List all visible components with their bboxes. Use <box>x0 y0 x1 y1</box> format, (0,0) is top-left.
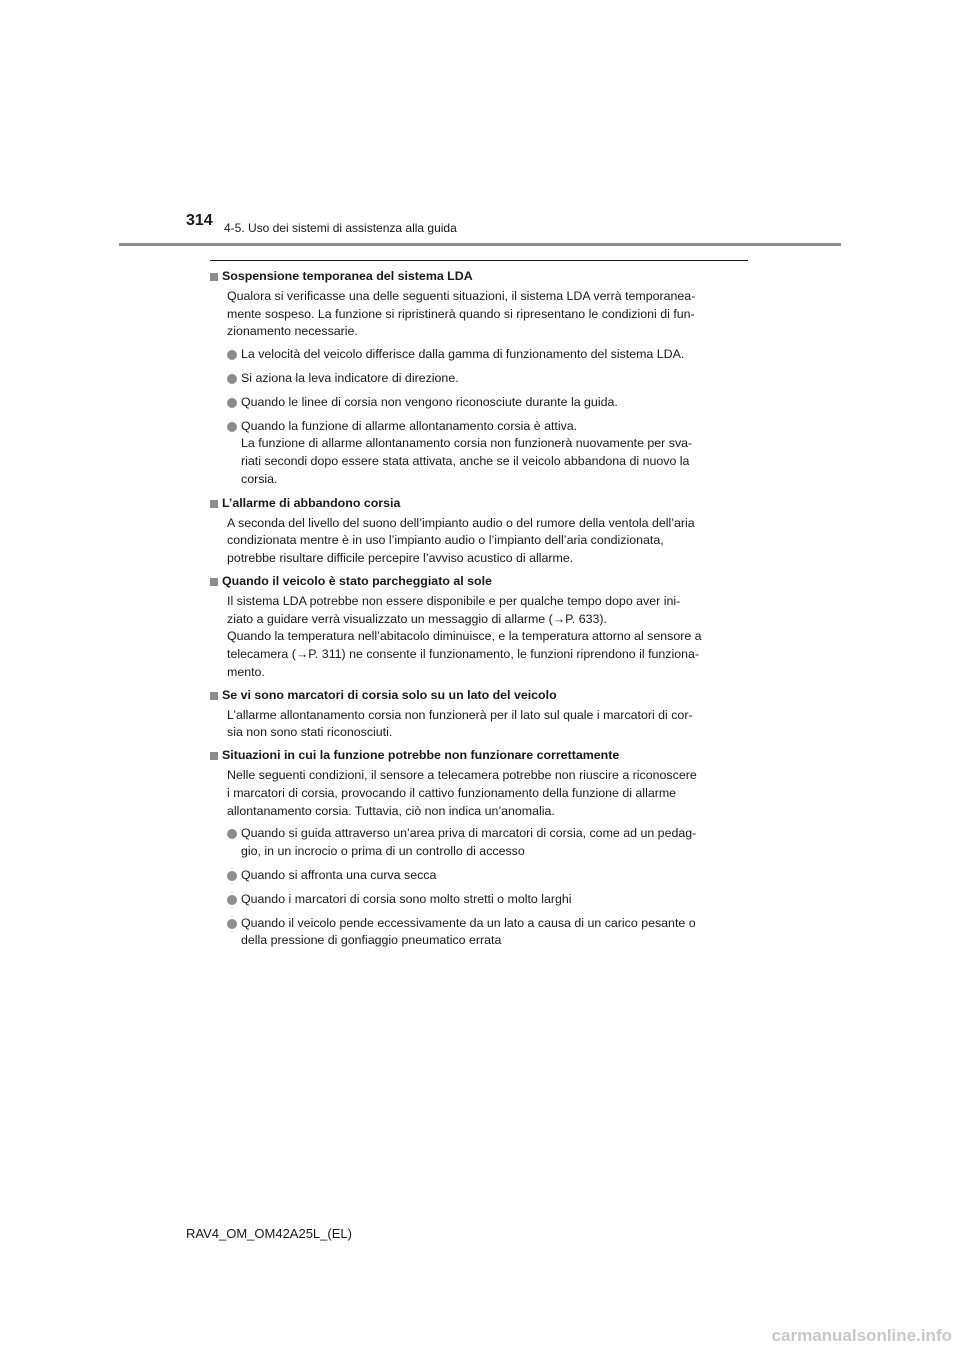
section-heading <box>210 687 748 705</box>
section-paragraph: A seconda del livello del suono dell’impianto audio o del rumore della ventola dell’aria condizionata mentre è in uso l’impianto audio o l’impianto dell’aria condizionata, potrebbe risultare difficile percepire l’avviso acustico di allarme. <box>227 515 695 566</box>
square-bullet-icon <box>210 692 218 700</box>
list-item-text: Quando i marcatori di corsia sono molto stretti o molto larghi <box>241 891 572 906</box>
section-title: Sospensione temporanea del sistema LDA <box>222 269 473 283</box>
list-item-text: Si aziona la leva indicatore di direzione. <box>241 370 459 385</box>
list-item <box>227 825 748 861</box>
document-code: RAV4_OM_OM42A25L_(EL) <box>186 1226 352 1241</box>
section-title: L’allarme di abbandono corsia <box>222 495 401 510</box>
list-item-text: Quando la funzione di allarme allontanamento corsia è attiva. La funzione di allarme allontanamento corsia non funzionerà nuovamente per sva- riati secondi dopo essere stata attivata, anche se il veicolo abbandona di nuovo la corsia. <box>241 418 693 486</box>
square-bullet-icon <box>210 752 218 760</box>
chapter-title: 4-5. Uso dei sistemi di assistenza alla guida <box>224 221 457 235</box>
watermark: carmanualsonline.info <box>771 1326 952 1345</box>
round-bullet-icon <box>227 829 237 839</box>
list-item <box>227 891 748 909</box>
page-number: 314 <box>186 212 213 229</box>
section-heading <box>210 495 748 513</box>
list-item <box>227 418 748 489</box>
section-paragraph: Qualora si verificasse una delle seguenti situazioni, il sistema LDA verrà temporanea- mente sospeso. La funzione si ripristinerà quando si ripresentano le condizioni di fun- zionamento necessarie. <box>227 288 696 339</box>
list-item <box>227 370 748 388</box>
list-item <box>227 394 748 412</box>
list-item <box>227 915 748 951</box>
section-title: Se vi sono marcatori di corsia solo su un lato del veicolo <box>222 687 557 702</box>
section-one-side-markers <box>210 687 748 742</box>
section-malfunction-situations <box>210 747 748 950</box>
section-paragraph: Nelle seguenti condizioni, il sensore a telecamera potrebbe non riuscire a riconoscere i marcatori di corsia, provocando il cattivo funzionamento della funzione di allarme allontanamento corsia. Tuttavia, ciò non indica un’anomalia. <box>227 767 697 818</box>
section-paragraph: Il sistema LDA potrebbe non essere disponibile e per qualche tempo dopo aver ini- ziato a guidare verrà visualizzato un messaggio di allarme (→P. 633). Quando la temperatura nell’abitacolo diminuisce, e la temperatura attorno al sensore a telecamera (→P. 311) ne consente il funzionamento, le funzioni riprendono il funziona- mento. <box>227 593 702 679</box>
header-rule <box>119 243 841 246</box>
round-bullet-icon <box>227 398 237 408</box>
list-item-text: Quando il veicolo pende eccessivamente da un lato a causa di un carico pesante o della pressione di gonfiaggio pneumatico errata <box>241 915 696 948</box>
square-bullet-icon <box>210 500 218 508</box>
section-heading <box>210 747 748 765</box>
section-paragraph: L’allarme allontanamento corsia non funzionerà per il lato sul quale i marcatori di cor- sia non sono stati riconosciuti. <box>227 707 693 740</box>
square-bullet-icon <box>210 273 218 281</box>
section-parked-in-sun <box>210 573 748 682</box>
section-rule <box>210 260 748 261</box>
list-item-text: Quando si affronta una curva secca <box>241 867 437 882</box>
list-item-text: La velocità del veicolo differisce dalla gamma di funzionamento del sistema LDA. <box>241 347 685 362</box>
list-item-text: Quando le linee di corsia non vengono riconosciute durante la guida. <box>241 394 618 409</box>
square-bullet-icon <box>210 578 218 586</box>
round-bullet-icon <box>227 895 237 905</box>
section-heading <box>210 573 748 591</box>
content-body <box>210 268 748 956</box>
section-heading <box>210 268 748 286</box>
round-bullet-icon <box>227 422 237 432</box>
section-title: Situazioni in cui la funzione potrebbe non funzionare correttamente <box>222 748 620 763</box>
section-lane-departure-alarm <box>210 495 748 568</box>
round-bullet-icon <box>227 374 237 384</box>
round-bullet-icon <box>227 350 237 360</box>
list-item <box>227 346 748 364</box>
list-item <box>227 867 748 885</box>
section-lda-suspension <box>210 268 748 489</box>
round-bullet-icon <box>227 919 237 929</box>
list-item-text: Quando si guida attraverso un’area priva di marcatori di corsia, come ad un pedag- gio, in un incrocio o prima di un controllo di accesso <box>241 826 697 859</box>
round-bullet-icon <box>227 871 237 881</box>
section-title: Quando il veicolo è stato parcheggiato al sole <box>222 573 492 588</box>
